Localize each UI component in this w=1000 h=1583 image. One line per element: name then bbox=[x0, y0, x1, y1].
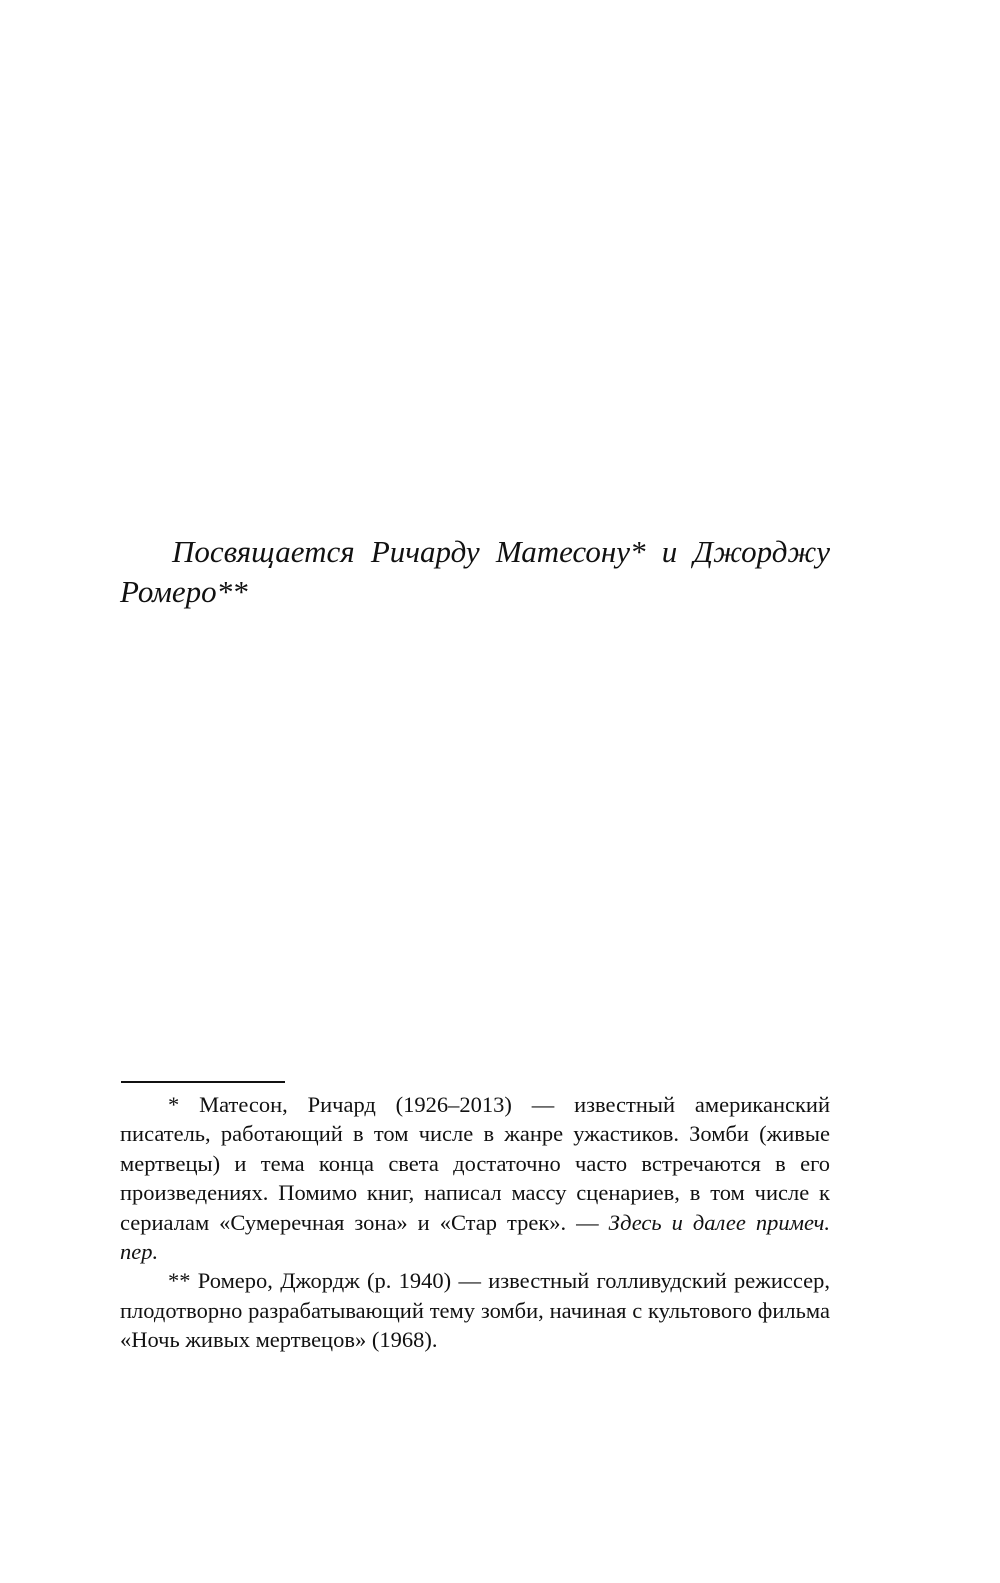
footnote-separator bbox=[121, 1081, 285, 1083]
footnote-text: Матесон, Ричард (1926–2013) — известный американский писатель, работающий в том числе в жанре ужастиков. Зомби (живые мертвецы) и тема конца света достаточно часто встречаются в его произведениях. Помимо книг, написал массу сценариев, в том числе к сериалам «Сумеречная зона» и «Стар трек». — bbox=[120, 1092, 830, 1235]
footnote-romero bbox=[120, 1266, 830, 1354]
footnote-marker: ** bbox=[168, 1268, 191, 1294]
footnote-text: Ромеро, Джордж (р. 1940) — известный голливудский режиссер, плодотворно разрабатывающий тему зомби, начиная с культового фильма «Ночь живых мертвецов» (1968). bbox=[120, 1268, 830, 1353]
footnotes bbox=[120, 1090, 830, 1355]
dedication: Посвящается Ричарду Матесону* и Джорджу Ромеро** bbox=[120, 534, 830, 609]
footnote-marker: * bbox=[168, 1092, 180, 1117]
translator-note: Здесь и далее примеч. пер. bbox=[120, 1209, 831, 1265]
footnote-matheson bbox=[120, 1090, 830, 1266]
